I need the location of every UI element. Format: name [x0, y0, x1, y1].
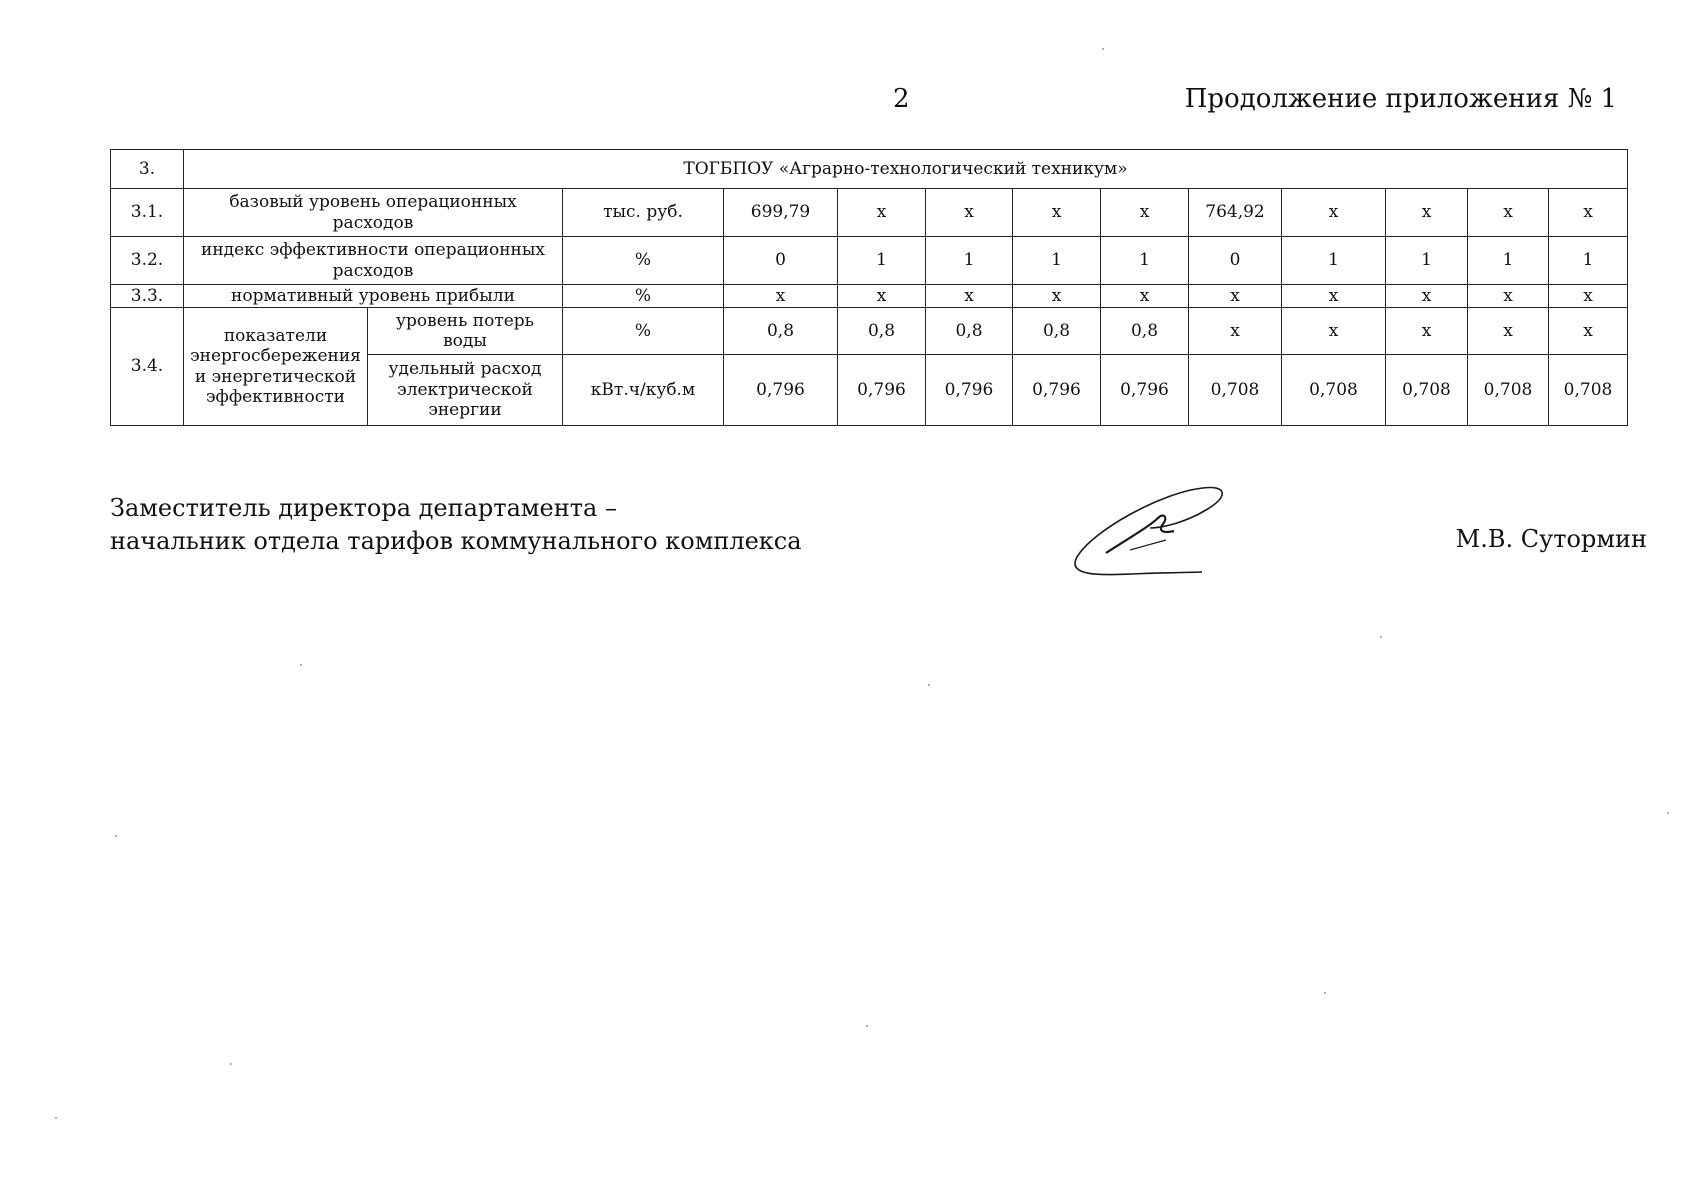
value-cell: 1 — [838, 237, 926, 285]
table-row — [111, 189, 1628, 237]
position-line-1: Заместитель директора департамента – — [110, 494, 617, 522]
value-cell: 1 — [926, 237, 1013, 285]
value-cell: x — [926, 189, 1013, 237]
value-cell: x — [1282, 189, 1386, 237]
value-cell: x — [1101, 189, 1189, 237]
scan-speck — [866, 1025, 868, 1027]
value-cell: 0,708 — [1386, 355, 1468, 426]
tariff-table — [110, 149, 1628, 426]
row-number: 3.3. — [111, 285, 184, 308]
value-cell: 0,8 — [838, 308, 926, 355]
row-label: базовый уровень операционных расходов — [184, 189, 563, 237]
subrow-label: уровень потерь воды — [368, 308, 563, 355]
appendix-label: Продолжение приложения № 1 — [1184, 84, 1617, 114]
row-group-label: показатели энергосбережения и энергетической эффективности — [184, 308, 368, 426]
value-cell: 1 — [1013, 237, 1101, 285]
scan-speck — [1380, 636, 1382, 638]
row-number: 3.2. — [111, 237, 184, 285]
row-unit: % — [563, 308, 724, 355]
value-cell: 0,796 — [838, 355, 926, 426]
row-label: нормативный уровень прибыли — [184, 285, 563, 308]
value-cell: x — [838, 285, 926, 308]
value-cell: 0,796 — [1101, 355, 1189, 426]
value-cell: 0,708 — [1282, 355, 1386, 426]
value-cell: x — [1468, 285, 1549, 308]
table-row — [111, 150, 1628, 189]
value-cell: x — [1549, 189, 1628, 237]
scan-speck — [1324, 992, 1326, 994]
value-cell: 0,796 — [724, 355, 838, 426]
value-cell: 1 — [1282, 237, 1386, 285]
value-cell: 1 — [1386, 237, 1468, 285]
value-cell: 0,708 — [1189, 355, 1282, 426]
value-cell: x — [1282, 285, 1386, 308]
row-number: 3.4. — [111, 308, 184, 426]
scan-speck — [230, 1063, 232, 1065]
page-number: 2 — [893, 84, 910, 114]
value-cell: 0,8 — [1101, 308, 1189, 355]
position-line-2: начальник отдела тарифов коммунального комплекса — [110, 527, 802, 555]
section-title: ТОГБПОУ «Аграрно-технологический техникум» — [184, 150, 1628, 189]
value-cell: 699,79 — [724, 189, 838, 237]
value-cell: x — [926, 285, 1013, 308]
value-cell: 1 — [1101, 237, 1189, 285]
value-cell: 0 — [724, 237, 838, 285]
value-cell: 0,8 — [926, 308, 1013, 355]
scan-speck — [300, 664, 302, 666]
scan-speck — [928, 684, 930, 686]
value-cell: x — [1013, 285, 1101, 308]
signer-name: М.В. Сутормин — [1455, 525, 1647, 553]
value-cell: x — [1549, 285, 1628, 308]
row-label: индекс эффективности операционных расходов — [184, 237, 563, 285]
value-cell: 0,708 — [1549, 355, 1628, 426]
scan-speck — [115, 835, 117, 837]
row-unit: % — [563, 237, 724, 285]
value-cell: x — [1282, 308, 1386, 355]
value-cell: 0 — [1189, 237, 1282, 285]
subrow-label: удельный расход электрической энергии — [368, 355, 563, 426]
value-cell: x — [1101, 285, 1189, 308]
value-cell: x — [724, 285, 838, 308]
value-cell: 0,796 — [1013, 355, 1101, 426]
value-cell: x — [1013, 189, 1101, 237]
value-cell: x — [1468, 189, 1549, 237]
section-number: 3. — [111, 150, 184, 189]
value-cell: 0,708 — [1468, 355, 1549, 426]
value-cell: 0,8 — [724, 308, 838, 355]
value-cell: 0,796 — [926, 355, 1013, 426]
value-cell: 0,8 — [1013, 308, 1101, 355]
row-number: 3.1. — [111, 189, 184, 237]
value-cell: 764,92 — [1189, 189, 1282, 237]
table-row — [111, 308, 1628, 355]
value-cell: x — [838, 189, 926, 237]
value-cell: x — [1386, 308, 1468, 355]
scan-speck — [1667, 812, 1669, 814]
value-cell: x — [1386, 189, 1468, 237]
table-row — [111, 237, 1628, 285]
row-unit: кВт.ч/куб.м — [563, 355, 724, 426]
scan-speck — [1102, 48, 1104, 50]
table-row — [111, 285, 1628, 308]
value-cell: x — [1549, 308, 1628, 355]
value-cell: x — [1189, 308, 1282, 355]
value-cell: x — [1386, 285, 1468, 308]
value-cell: 1 — [1549, 237, 1628, 285]
scan-speck — [55, 1117, 57, 1119]
row-unit: % — [563, 285, 724, 308]
row-unit: тыс. руб. — [563, 189, 724, 237]
value-cell: x — [1468, 308, 1549, 355]
signatory-position — [110, 492, 802, 558]
handwritten-signature — [1068, 478, 1248, 588]
value-cell: 1 — [1468, 237, 1549, 285]
value-cell: x — [1189, 285, 1282, 308]
